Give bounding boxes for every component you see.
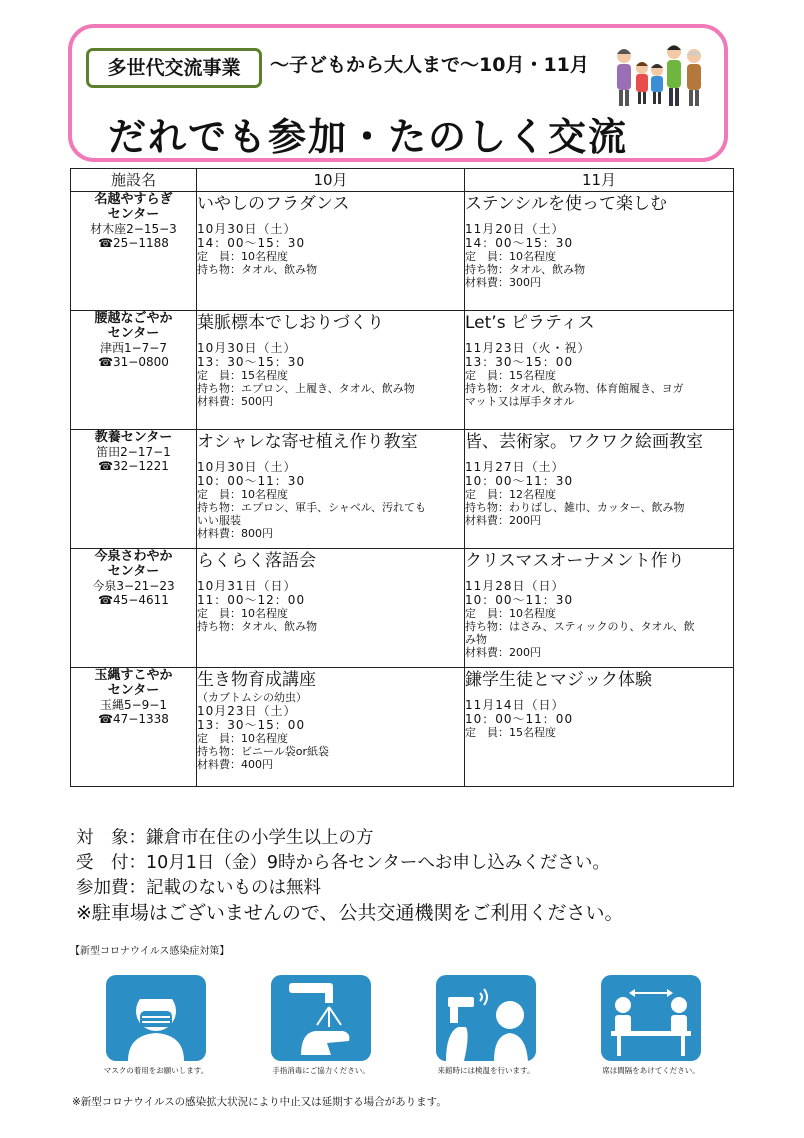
schedule-table — [70, 168, 734, 787]
facility-name: センター — [107, 207, 160, 222]
facility-address: 材木座2−15−3 — [90, 222, 177, 236]
info-fee: 参加費：記載のないものは無料 — [76, 878, 321, 898]
social-distance-icon — [601, 975, 701, 1061]
event-detail: 10：00〜11：00 — [465, 712, 574, 726]
info-target: 対 象：鎌倉市在住の小学生以上の方 — [76, 828, 374, 848]
event-detail: 11月14日（日） — [465, 698, 565, 712]
event-detail: 材料費：200円 — [465, 646, 541, 659]
november-event-cell — [465, 192, 734, 311]
header-frame — [68, 24, 728, 162]
event-detail: 13：30〜15：00 — [465, 355, 574, 369]
facility-address: 今泉3−21−23 — [92, 579, 175, 593]
covid-label: 【新型コロナウイルス感染症対策】 — [70, 946, 230, 957]
event-detail: 11月23日（火・祝） — [465, 341, 591, 355]
footnote: ※新型コロナウイルスの感染拡大状況により中止又は延期する場合があります。 — [72, 1096, 447, 1108]
october-event-cell — [197, 192, 465, 311]
event-detail: み物 — [465, 633, 487, 646]
table-row — [71, 311, 734, 430]
table-row — [71, 668, 734, 787]
info-block — [76, 826, 624, 926]
event-detail: 13：30〜15：00 — [197, 718, 306, 732]
table-row — [71, 549, 734, 668]
covid-caption-sanitizer: 手指消毒にご協力ください。 — [272, 1066, 370, 1075]
november-event-cell — [465, 430, 734, 549]
header-october: 10月 — [197, 169, 465, 192]
facility-address: 玉縄5−9−1 — [99, 698, 167, 712]
header-facility: 施設名 — [71, 169, 197, 192]
thermometer-icon — [436, 975, 536, 1061]
table-row — [71, 430, 734, 549]
event-detail: 10月30日（土） — [197, 341, 297, 355]
facility-cell — [71, 311, 197, 430]
november-event-cell — [465, 549, 734, 668]
event-detail: 定 員：10名程度 — [197, 732, 288, 745]
facility-phone: ☎31−0800 — [98, 355, 169, 369]
event-detail: 定 員：15名程度 — [465, 369, 556, 382]
october-event-cell — [197, 311, 465, 430]
event-detail: 定 員：10名程度 — [197, 607, 288, 620]
october-event-cell — [197, 668, 465, 787]
info-parking: ※駐車場はございませんので、公共交通機関をご利用ください。 — [76, 902, 624, 924]
event-detail: 定 員：15名程度 — [197, 369, 288, 382]
facility-name: 玉縄すこやか — [94, 668, 173, 683]
event-detail: 11月27日（土） — [465, 460, 565, 474]
event-detail: 10月30日（土） — [197, 222, 297, 236]
main-title: だれでも参加・たのしく交流 — [108, 115, 629, 159]
event-detail: 11月28日（日） — [465, 579, 565, 593]
event-detail: 定 員：15名程度 — [465, 726, 556, 739]
event-subtitle: （カブトムシの幼虫） — [197, 691, 307, 704]
event-detail: 持ち物：ビニール袋or紙袋 — [197, 745, 330, 758]
facility-name: 今泉さわやか — [94, 549, 173, 564]
table-header-row — [71, 169, 734, 192]
covid-item-distance — [595, 975, 707, 1076]
event-detail: 定 員：10名程度 — [465, 250, 556, 263]
event-detail: マット又は厚手タオル — [465, 395, 575, 408]
facility-cell — [71, 668, 197, 787]
event-detail: 持ち物：タオル、飲み物、体育館履き、ヨガ — [465, 382, 684, 395]
november-event-cell — [465, 311, 734, 430]
event-detail: 持ち物：エプロン、軍手、シャベル、汚れても — [197, 501, 427, 514]
october-event-cell — [197, 549, 465, 668]
event-detail: 10：00〜11：30 — [465, 593, 574, 607]
event-detail: 10月30日（土） — [197, 460, 297, 474]
program-label: 多世代交流事業 — [86, 48, 262, 88]
event-title: 生き物育成講座 — [197, 670, 316, 690]
facility-name: センター — [107, 683, 160, 698]
facility-address: 笛田2−17−1 — [96, 445, 171, 459]
event-detail: 定 員：10名程度 — [197, 250, 288, 263]
event-detail: 10月23日（土） — [197, 704, 297, 718]
event-detail: 持ち物：わりばし、雑巾、カッター、飲み物 — [465, 501, 685, 514]
event-detail: 14：00〜15：30 — [465, 236, 574, 250]
facility-phone: ☎45−4611 — [98, 593, 169, 607]
october-event-cell — [197, 430, 465, 549]
event-detail: 持ち物：はさみ、スティックのり、タオル、飲 — [465, 620, 695, 633]
event-title: らくらく落語会 — [197, 551, 316, 571]
event-detail: 持ち物：エプロン、上履き、タオル、飲み物 — [197, 382, 415, 395]
header-november: 11月 — [465, 169, 734, 192]
facility-phone: ☎47−1338 — [98, 712, 169, 726]
event-detail: 定 員：12名程度 — [465, 488, 556, 501]
event-title: 皆、芸術家。ワクワク絵画教室 — [465, 432, 703, 452]
november-event-cell — [465, 668, 734, 787]
facility-name: 腰越なごやか — [94, 311, 173, 326]
event-detail: いい服装 — [197, 514, 241, 527]
facility-name: センター — [107, 564, 160, 579]
event-title: オシャレな寄せ植え作り教室 — [197, 432, 418, 452]
event-detail: 11月20日（土） — [465, 222, 565, 236]
facility-cell — [71, 192, 197, 311]
table-row — [71, 192, 734, 311]
event-title: Let’s ピラティス — [465, 313, 595, 333]
event-title: クリスマスオーナメント作り — [465, 551, 685, 571]
facility-address: 津西1−7−7 — [99, 341, 167, 355]
facility-name: 教養センター — [94, 430, 173, 445]
event-detail: 材料費：800円 — [197, 527, 273, 540]
event-detail: 持ち物：タオル、飲み物 — [197, 620, 318, 633]
covid-caption-thermometer: 来館時には検温を行います。 — [437, 1066, 535, 1075]
event-title: 葉脈標本でしおりづくり — [197, 313, 384, 333]
event-detail: 13：30〜15：30 — [197, 355, 306, 369]
event-detail: 10：00〜11：30 — [465, 474, 574, 488]
facility-name: 名越やすらぎ — [94, 192, 173, 207]
event-title: 鎌学生徒とマジック体験 — [465, 670, 652, 690]
facility-phone: ☎25−1188 — [98, 236, 169, 250]
event-detail: 11：00〜12：00 — [197, 593, 306, 607]
family-illustration-icon — [612, 38, 712, 110]
covid-caption-mask: マスクの着用をお願いします。 — [103, 1066, 209, 1075]
event-detail: 10：00〜11：30 — [197, 474, 306, 488]
mask-icon — [106, 975, 206, 1061]
event-detail: 材料費：300円 — [465, 276, 541, 289]
event-detail: 材料費：200円 — [465, 514, 541, 527]
event-detail: 14：00〜15：30 — [197, 236, 306, 250]
facility-phone: ☎32−1221 — [98, 459, 169, 473]
covid-item-mask — [100, 975, 212, 1076]
header-subtitle: ～子どもから大人まで～10月・11月 — [270, 54, 589, 76]
event-title: ステンシルを使って楽しむ — [465, 194, 667, 214]
event-detail: 材料費：500円 — [197, 395, 273, 408]
event-detail: 10月31日（日） — [197, 579, 297, 593]
facility-cell — [71, 430, 197, 549]
info-reception: 受 付：10月1日（金）9時から各センターへお申し込みください。 — [76, 853, 610, 873]
event-detail: 定 員：10名程度 — [197, 488, 288, 501]
facility-name: センター — [107, 326, 160, 341]
event-detail: 材料費：400円 — [197, 758, 273, 771]
facility-cell — [71, 549, 197, 668]
hand-sanitizer-icon — [271, 975, 371, 1061]
event-detail: 持ち物：タオル、飲み物 — [465, 263, 586, 276]
event-detail: 定 員：10名程度 — [465, 607, 556, 620]
covid-item-sanitizer — [265, 975, 377, 1076]
covid-icons — [100, 975, 710, 1075]
event-title: いやしのフラダンス — [197, 194, 350, 214]
event-detail: 持ち物：タオル、飲み物 — [197, 263, 318, 276]
covid-item-thermometer — [430, 975, 542, 1076]
covid-caption-distance: 席は間隔をあけてください。 — [602, 1066, 700, 1075]
